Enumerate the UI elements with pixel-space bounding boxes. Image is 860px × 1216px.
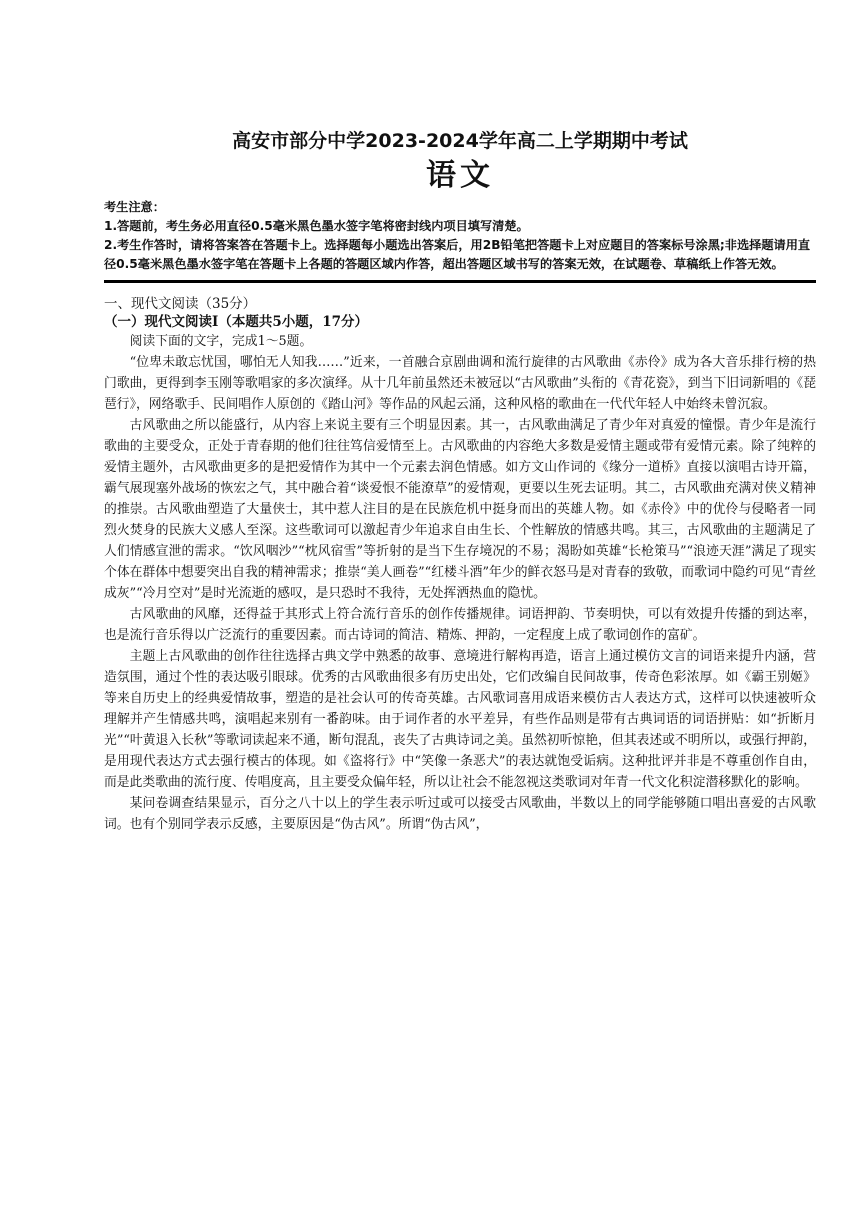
- notice-item-1: 1.答题前，考生务必用直径0.5毫米黑色墨水签字笔将密封线内项目填写清楚。: [104, 219, 529, 233]
- exam-content: [104, 128, 816, 835]
- notice-item-2: 2.考生作答时，请将答案答在答题卡上。选择题每小题选出答案后，用2B铅笔把答题卡上对应题目的答案标号涂黑;非选择题请用直径0.5毫米黑色墨水签字笔在答题卡上各题的答题区域内作答，超出答题区域书写的答案无效，在试题卷、草稿纸上作答无效。: [104, 238, 811, 271]
- passage-paragraph-4: 主题上古风歌曲的创作往往选择古典文学中熟悉的故事、意境进行解构再造，语言上通过模仿文言的词语来提升内涵，营造氛围，通过个性的表达吸引眼球。优秀的古风歌曲很多有历史出处，它们改编自民间故事，传奇色彩浓厚。如《霸王别姬》等来自历史上的经典爱情故事，塑造的是社会认可的传奇英雄。古风歌词喜用成语来模仿古人表达方式，这样可以快速被听众理解并产生情感共鸣，演唱起来别有一番韵味。由于词作者的水平差异，有些作品则是带有古典词语的词语拼贴：如“折断月光”“叶黄退入长秋”等歌词读起来不通，断句混乱，丧失了古典诗词之美。虽然初听惊艳，但其表述或不明所以，或强行押韵，是用现代表达方式去强行模古的体现。如《盗将行》中“笑像一条恶犬”的表达就饱受诟病。这种批评并非是不尊重创作自由，而是此类歌曲的流行度、传唱度高，且主要受众偏年轻，所以让社会不能忽视这类歌词对年青一代文化积淀潜移默化的影响。: [104, 649, 816, 790]
- passage-paragraph-2: 古风歌曲之所以能盛行，从内容上来说主要有三个明显因素。其一，古风歌曲满足了青少年对真爱的憧憬。青少年是流行歌曲的主要受众，正处于青春期的他们往往笃信爱情至上。古风歌曲的内容绝大多数是爱情主题或带有爱情元素。除了纯粹的爱情主题外，古风歌曲更多的是把爱情作为其中一个元素去润色情感。如方文山作词的《缘分一道桥》直接以演唱古诗开篇，霸气展现塞外战场的恢宏之气，其中融合着“谈爱恨不能潦草”的爱情观，更要以生死去证明。其二，古风歌曲充满对侠义精神的推崇。古风歌曲塑造了大量侠士，其中惹人注目的是在民族危机中挺身而出的英雄人物。如《赤伶》中的优伶与侵略者一同烈火焚身的民族大义感人至深。这些歌词可以激起青少年追求自由生长、个性解放的情感共鸣。其三，古风歌曲的主题满足了人们情感宣泄的需求。“饮风咽沙”“枕风宿雪”等折射的是当下生存境况的不易；渴盼如英雄“长枪策马”“浪迹天涯”满足了现实个体在群体中想要突出自我的精神需求；推崇“美人画卷”“红楼斗酒”年少的鲜衣怒马是对青春的致敬，而歌词中隐约可见“青丝成灰”“冷月空对”是时光流逝的感叹，是只恐时不我待，无处挥洒热血的隐忧。: [104, 418, 816, 601]
- passage-paragraph-1: “位卑未敢忘忧国，哪怕无人知我……”近来，一首融合京剧曲调和流行旋律的古风歌曲《赤伶》成为各大音乐排行榜的热门歌曲，更得到李玉刚等歌唱家的多次演绎。从十几年前虽然还未被冠以“古风歌曲”头衔的《青花瓷》，到当下旧词新唱的《琵琶行》，网络歌手、民间唱作人原创的《踏山河》等作品的风起云涌，这种风格的歌曲在一代代年轻人中始终未曾沉寂。: [104, 355, 816, 412]
- notice-heading: 考生注意：: [104, 200, 165, 214]
- section-subtitle: （一）现代文阅读Ⅰ（本题共5小题，17分）: [104, 314, 368, 330]
- passage-paragraph-3: 古风歌曲的风靡，还得益于其形式上符合流行音乐的创作传播规律。词语押韵、节奏明快，可以有效提升传播的到达率，也是流行音乐得以广泛流行的重要因素。而古诗词的简洁、精炼、押韵，一定程度上成了歌词创作的富矿。: [104, 607, 816, 643]
- section-title: 一、现代文阅读（35分）: [104, 296, 257, 312]
- reading-instruction: 阅读下面的文字，完成1～5题。: [129, 334, 313, 349]
- exam-notice: [104, 198, 816, 274]
- header-divider: [104, 280, 816, 283]
- exam-title: 高安市部分中学2023-2024学年高二上学期期中考试: [232, 130, 688, 152]
- passage-paragraph-5: 某问卷调查结果显示，百分之八十以上的学生表示听过或可以接受古风歌曲，半数以上的同学能够随口唱出喜爱的古风歌词。也有个别同学表示反感，主要原因是“伪古风”。所谓“伪古风”，: [104, 796, 816, 832]
- subject-title: 语文: [426, 158, 494, 193]
